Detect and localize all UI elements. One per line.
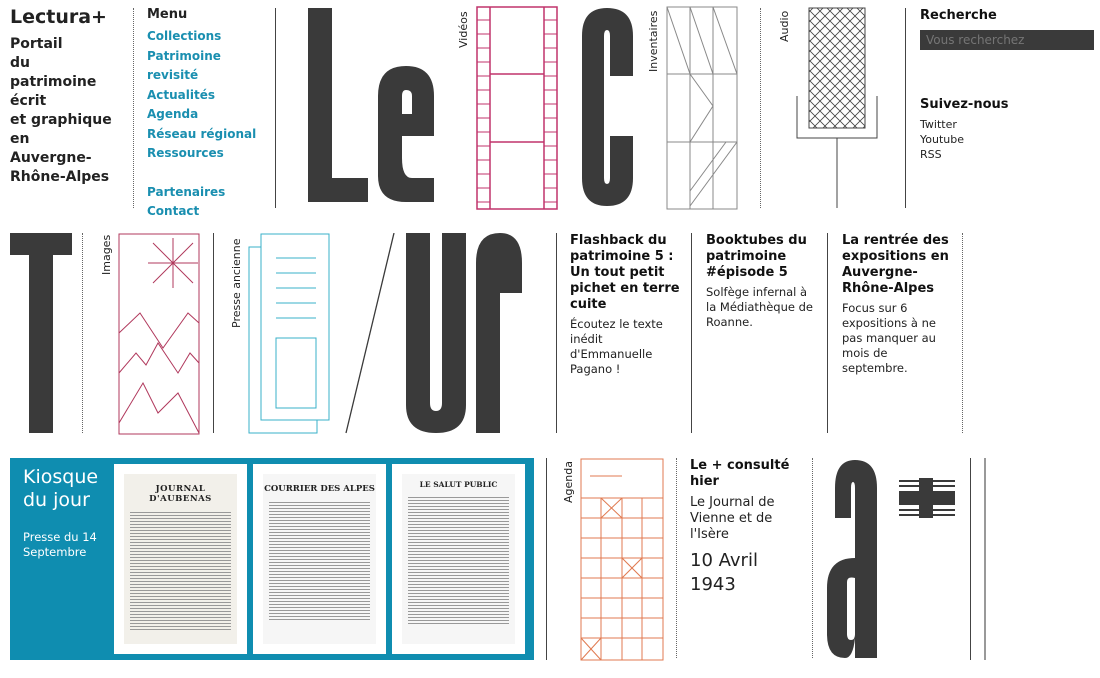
article-text: Solfège infernal à la Médiathèque de Roanne. [706,285,814,329]
article-text: Écoutez le texte inédit d'Emmanuelle Pagano ! [570,317,663,376]
audio-tile[interactable] [795,6,885,210]
letter-t-graphic [10,233,74,435]
follow-link-rss[interactable]: RSS [920,148,942,161]
article-2[interactable] [706,233,816,330]
article-1[interactable] [570,233,682,377]
newspaper-1[interactable] [114,464,247,654]
follow-title: Suivez-nous [920,97,1009,112]
images-tile[interactable] [118,233,200,435]
search-input[interactable] [920,30,1094,50]
kiosque-title: Kiosque du jour [23,466,99,511]
menu-title: Menu [147,7,188,22]
top-consulted-text[interactable]: Le Journal de Vienne et de l'Isère [690,495,775,542]
inventaires-tile[interactable] [666,6,738,210]
site-logo[interactable]: Lectura+ [10,6,107,28]
main-menu [147,7,272,222]
menu-item-collections[interactable]: Collections [147,29,222,43]
agenda-tile[interactable] [580,458,664,662]
presse-tile[interactable] [248,233,330,435]
tile-label-audio: Audio [778,10,791,42]
newspaper-title: COURRIER DES ALPES [264,484,375,494]
tile-label-videos: Vidéos [457,11,470,48]
menu-item-actualites[interactable]: Actualités [147,87,216,102]
kiosque-panel[interactable] [10,458,534,660]
search-block [920,8,1096,162]
site-tagline: Portail du patrimoine écrit et graphique en Auvergne- Rhône-Alpes [10,36,112,185]
top-consulted-date: 10 Avril 1943 [690,550,758,595]
menu-item-partenaires[interactable]: Partenaires [147,184,226,199]
search-title: Recherche [920,8,997,23]
top-consulted[interactable] [690,458,805,597]
menu-item-ressources[interactable]: Ressources [147,146,224,160]
tile-label-inventaires: Inventaires [647,10,660,72]
menu-item-contact[interactable]: Contact [147,204,200,218]
tile-label-agenda: Agenda [562,461,575,503]
letter-c-graphic [580,6,635,210]
article-text: Focus sur 6 expositions à ne pas manquer au mois de septembre. [842,301,936,375]
letter-ur-graphic [344,233,524,435]
tile-label-presse: Presse ancienne [230,238,243,328]
brand-block [10,6,130,187]
newspaper-3[interactable] [392,464,525,654]
newspaper-2[interactable] [253,464,386,654]
article-title[interactable]: La rentrée des expositions en Auvergne-Rhône-Alpes [842,233,949,296]
menu-item-reseau[interactable]: Réseau régional [147,126,257,141]
menu-item-agenda[interactable]: Agenda [147,107,199,121]
videos-tile[interactable] [476,6,558,210]
follow-link-twitter[interactable]: Twitter [920,118,957,131]
logo-a-plus-graphic [825,458,965,662]
newspaper-title: LE SALUT PUBLIC [419,480,498,489]
menu-item-patrimoine[interactable]: Patrimoine revisité [147,48,221,82]
kiosque-subtitle: Presse du 14 Septembre [23,530,97,559]
letter-le-graphic [300,6,445,210]
article-title[interactable]: Flashback du patrimoine 5 : Un tout petit pichet en terre cuite [570,233,680,312]
article-3[interactable] [842,233,954,376]
top-consulted-title: Le + consulté hier [690,458,790,489]
follow-link-youtube[interactable]: Youtube [920,133,964,146]
newspaper-title: JOURNAL D'AUBENAS [149,484,212,504]
article-title[interactable]: Booktubes du patrimoine #épisode 5 [706,233,807,280]
tile-label-images: Images [100,234,113,275]
